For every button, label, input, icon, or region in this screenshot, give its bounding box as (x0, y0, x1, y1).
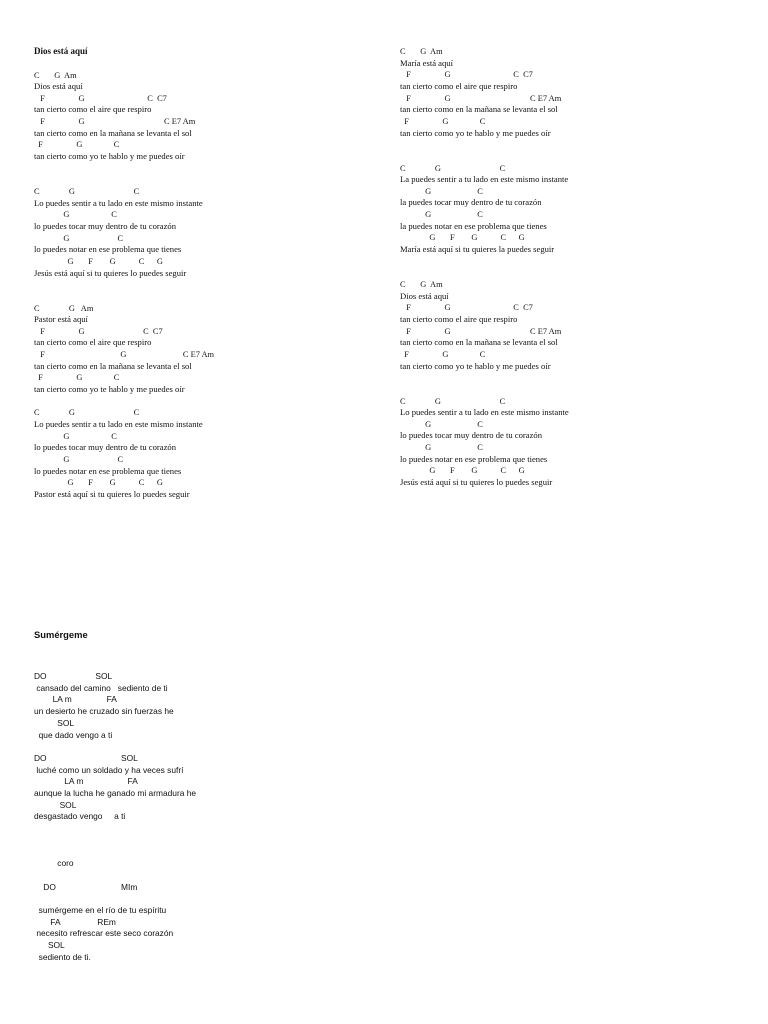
lyric-line: Dios está aquí (34, 81, 83, 92)
chord-line: F G C C7 (34, 93, 167, 103)
chord-line: F G C (34, 373, 120, 383)
chord-line: F G C C7 (400, 70, 533, 80)
chord-line: DO SOL (34, 752, 138, 763)
chord-line: G C (34, 431, 117, 441)
lyric-line: tan cierto como en la mañana se levanta el sol (400, 104, 558, 115)
chord-line: G F G C G (34, 478, 163, 488)
lyric-line: tan cierto como el aire que respiro (400, 80, 518, 91)
lyric-line: Jesús está aquí si tu quieres lo puedes seguir (34, 267, 187, 278)
chord-line: C G Am (34, 303, 94, 313)
song1-right-column (400, 46, 740, 516)
lyric-line: sumérgeme en el río de tu espíritu (34, 905, 167, 915)
chord-line: C G C (34, 187, 140, 196)
chord-line: SOL (34, 717, 75, 728)
chord-line: DO MIm (34, 881, 138, 892)
lyric-line: tan cierto como yo te hablo y me puedes oír (34, 384, 185, 395)
lyric-line: tan cierto como el aire que respiro (34, 104, 152, 115)
chord-line: G C (400, 419, 483, 429)
chord-line: C G C (400, 163, 506, 173)
chord-line: C G Am (400, 47, 443, 56)
lyric-line: Lo puedes sentir a tu lado en este mismo instante (34, 197, 203, 208)
lyric-line: tan cierto como en la mañana se levanta el sol (34, 360, 192, 371)
lyric-line: Jesús está aquí si tu quieres lo puedes seguir (400, 477, 553, 488)
lyric-line: luché como un soldado y ha veces sufrí (34, 764, 184, 775)
chord-line: F G C C7 (34, 326, 163, 336)
lyric-line: lo puedes notar en ese problema que tienes (34, 465, 182, 476)
lyric-line: tan cierto como yo te hablo y me puedes oír (400, 127, 551, 138)
lyric-line: Dios está aquí (400, 290, 449, 301)
chord-line: G F G C G (400, 233, 525, 243)
chord-line: F G C E7 Am (400, 326, 562, 336)
chord-line: coro (34, 858, 74, 869)
lyric-line: lo puedes notar en ese problema que tienes (400, 453, 548, 464)
lyric-line: necesito refrescar este seco corazón (34, 928, 174, 939)
chord-line: G F G C G (400, 466, 525, 476)
chord-line: F G C (400, 116, 486, 126)
lyric-line: lo puedes tocar muy dentro de tu corazón (400, 430, 542, 441)
lyric-line: sediento de ti. (34, 951, 91, 962)
chord-line: C G C (400, 396, 506, 406)
lyric-line: María está aquí si tu quieres la puedes seguir (400, 244, 555, 255)
lyric-line: desgastado vengo a ti (34, 811, 126, 822)
lyric-line: tan cierto como en la mañana se levanta el sol (34, 127, 192, 138)
chord-line: G C (34, 454, 124, 464)
chord-line: C G C (34, 408, 140, 418)
chord-line: G F G C G (34, 256, 163, 266)
chord-line: G C (34, 210, 117, 220)
lyric-line: tan cierto como en la mañana se levanta el sol (400, 337, 558, 348)
chord-line: F G C E7 Am (34, 117, 196, 127)
lyric-line: María está aquí (400, 57, 453, 68)
lyric-line: aunque la lucha he ganado mi armadura he (34, 788, 197, 798)
chord-line: G C (400, 186, 483, 196)
chord-line: DO SOL (34, 671, 113, 681)
chord-line: SOL (34, 799, 77, 810)
chord-line: C G Am (34, 70, 77, 80)
lyric-line: lo puedes tocar muy dentro de tu corazón (34, 442, 176, 453)
lyric-line: lo puedes notar en ese problema que tienes (34, 244, 182, 255)
chord-line: G C (400, 443, 483, 453)
lyric-line: la puedes tocar muy dentro de tu corazón (400, 197, 542, 208)
chord-line: F G C C7 (400, 303, 533, 313)
chord-line: G C (34, 233, 124, 243)
lyric-line: tan cierto como el aire que respiro (34, 337, 152, 348)
lyric-line: Lo puedes sentir a tu lado en este mismo instante (34, 419, 203, 429)
chord-line: F G C E7 Am (34, 350, 215, 360)
lyric-line: tan cierto como yo te hablo y me puedes oír (34, 151, 185, 162)
lyric-line: Lo puedes sentir a tu lado en este mismo instante (400, 407, 569, 418)
lyric-line: lo puedes tocar muy dentro de tu corazón (34, 220, 176, 231)
chord-line: G C (400, 210, 483, 220)
lyric-line: un desierto he cruzado sin fuerzas he (34, 706, 174, 717)
lyric-line: Pastor está aquí si tu quieres lo puedes seguir (34, 488, 190, 499)
lyric-line: Pastor está aquí (34, 314, 88, 325)
chord-line: F G C (400, 349, 486, 359)
chord-line: F G C E7 Am (400, 93, 562, 103)
song-title: Dios está aquí (34, 46, 88, 56)
chord-line: C G Am (400, 280, 443, 289)
lyric-line: que dado vengo a ti (34, 729, 113, 740)
chord-line: SOL (34, 940, 65, 951)
lyric-line: tan cierto como yo te hablo y me puedes oír (400, 360, 551, 371)
chord-line: FA REm (34, 916, 116, 927)
lyric-line: La puedes sentir a tu lado en este mismo instante (400, 174, 569, 185)
chord-line: LA m FA (34, 694, 117, 705)
lyric-line: la puedes notar en ese problema que tienes (400, 220, 547, 231)
lyric-line: tan cierto como el aire que respiro (400, 313, 518, 324)
chord-line: LA m FA (34, 776, 138, 787)
chord-line: F G C (34, 140, 120, 150)
song2-title: Sumérgeme (34, 629, 88, 640)
lyric-line: cansado del camino sediento de ti (34, 682, 168, 693)
song2-column (34, 629, 374, 989)
song1-left-column (34, 46, 374, 516)
